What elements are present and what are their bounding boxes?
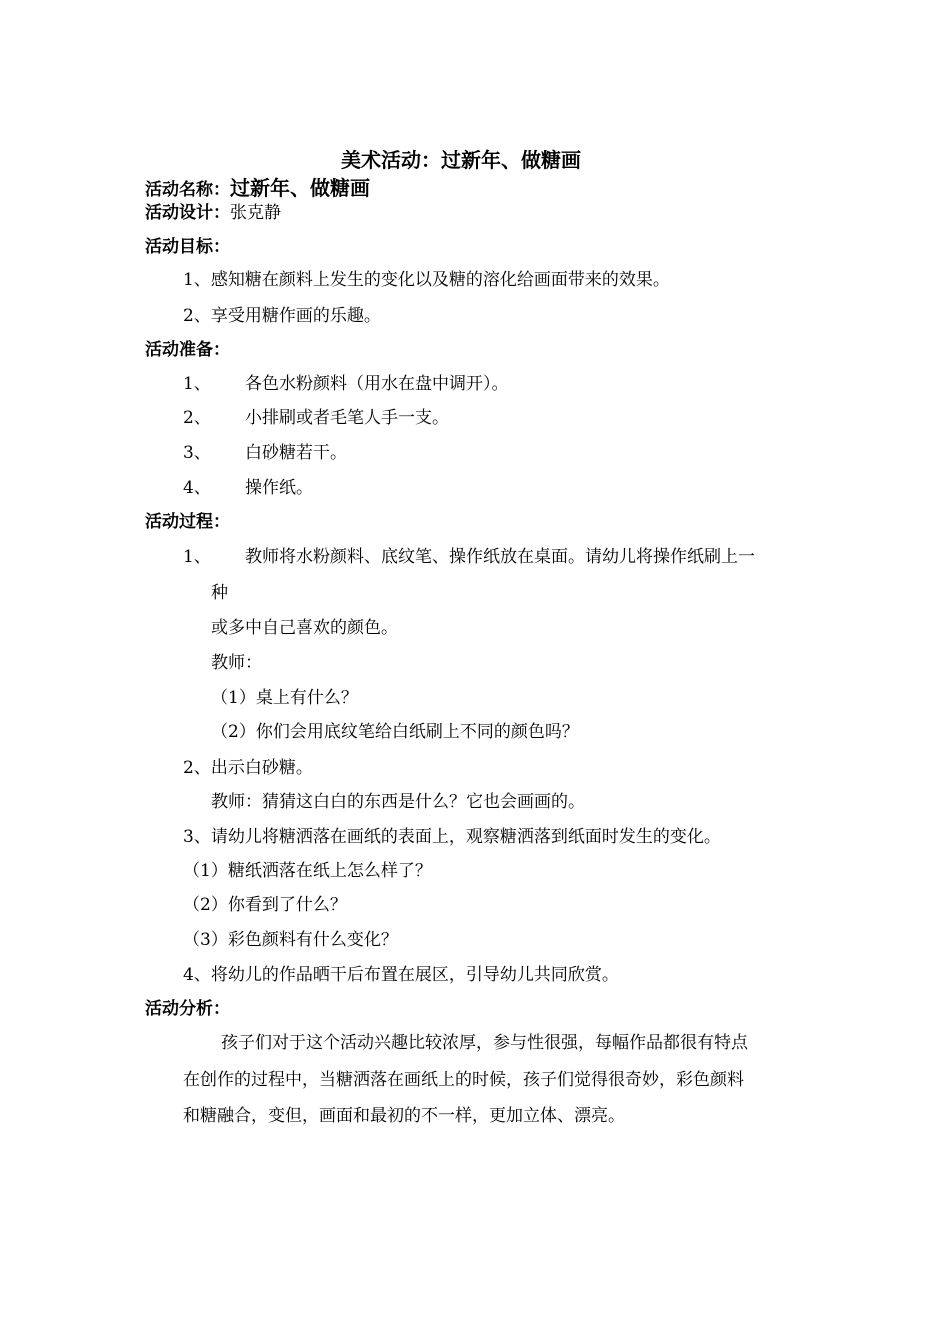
prep-item-3-num: 3、	[183, 443, 211, 463]
activity-name-value: 过新年、做糖画	[230, 176, 370, 200]
prep-item-2-text: 小排刷或者毛笔人手一支。	[245, 408, 449, 428]
process-step-3: 3、请幼儿将糖洒落在画纸的表面上，观察糖洒落到纸面时发生的变化。	[183, 827, 721, 847]
teacher-label: 教师：	[211, 653, 262, 673]
process-step-2: 2、出示白砂糖。	[183, 758, 313, 778]
process-step-4: 4、将幼儿的作品晒干后布置在展区，引导幼儿共同欣赏。	[183, 965, 619, 985]
prep-item-4	[183, 476, 313, 500]
activity-name-row	[145, 176, 370, 202]
page-title: 美术活动：过新年、做糖画	[341, 148, 581, 172]
analysis-heading: 活动分析：	[145, 999, 230, 1019]
activity-designer-value: 张克静	[230, 203, 281, 223]
process-heading: 活动过程：	[145, 512, 230, 532]
process-step-3-question-1: （1）糖纸洒落在纸上怎么样了？	[183, 861, 432, 881]
prep-item-1	[183, 372, 509, 396]
prep-item-2	[183, 406, 449, 430]
analysis-line-2: 在创作的过程中，当糖洒落在画纸上的时候，孩子们觉得很奇妙，彩色颜料	[183, 1070, 744, 1090]
prep-item-1-text: 各色水粉颜料（用水在盘中调开）。	[245, 374, 509, 394]
prep-item-3	[183, 441, 347, 465]
analysis-line-1: 孩子们对于这个活动兴趣比较浓厚，参与性很强，每幅作品都很有特点	[221, 1033, 748, 1053]
process-step-2-teacher: 教师：猜猜这白白的东西是什么？它也会画画的。	[211, 792, 585, 812]
process-question-1: （1）桌上有什么？	[211, 688, 358, 708]
goal-item-1: 1、感知糖在颜料上发生的变化以及糖的溶化给画面带来的效果。	[183, 270, 670, 290]
goals-heading: 活动目标：	[145, 237, 230, 257]
analysis-line-3: 和糖融合，变但，画面和最初的不一样，更加立体、漂亮。	[183, 1106, 625, 1126]
prep-item-2-num: 2、	[183, 408, 211, 428]
prep-item-1-num: 1、	[183, 374, 211, 394]
process-step-1-num: 1、	[183, 547, 211, 567]
goal-item-2: 2、享受用糖作画的乐趣。	[183, 306, 381, 326]
prep-item-4-num: 4、	[183, 478, 211, 498]
process-step-1	[183, 545, 755, 569]
prep-item-4-text: 操作纸。	[245, 478, 313, 498]
activity-designer-row	[145, 201, 281, 225]
activity-designer-label: 活动设计：	[145, 203, 230, 223]
prep-item-3-text: 白砂糖若干。	[245, 443, 347, 463]
process-step-1-cont-2: 或多中自己喜欢的颜色。	[211, 618, 398, 638]
process-step-1-text: 教师将水粉颜料、底纹笔、操作纸放在桌面。请幼儿将操作纸刷上一	[245, 547, 755, 567]
activity-name-label: 活动名称：	[145, 180, 230, 200]
process-question-2: （2）你们会用底纹笔给白纸刷上不同的颜色吗？	[211, 722, 579, 742]
process-step-3-question-2: （2）你看到了什么？	[183, 895, 347, 915]
process-step-3-question-3: （3）彩色颜料有什么变化？	[183, 930, 398, 950]
process-step-1-cont-1: 种	[211, 583, 228, 603]
prep-heading: 活动准备：	[145, 340, 230, 360]
